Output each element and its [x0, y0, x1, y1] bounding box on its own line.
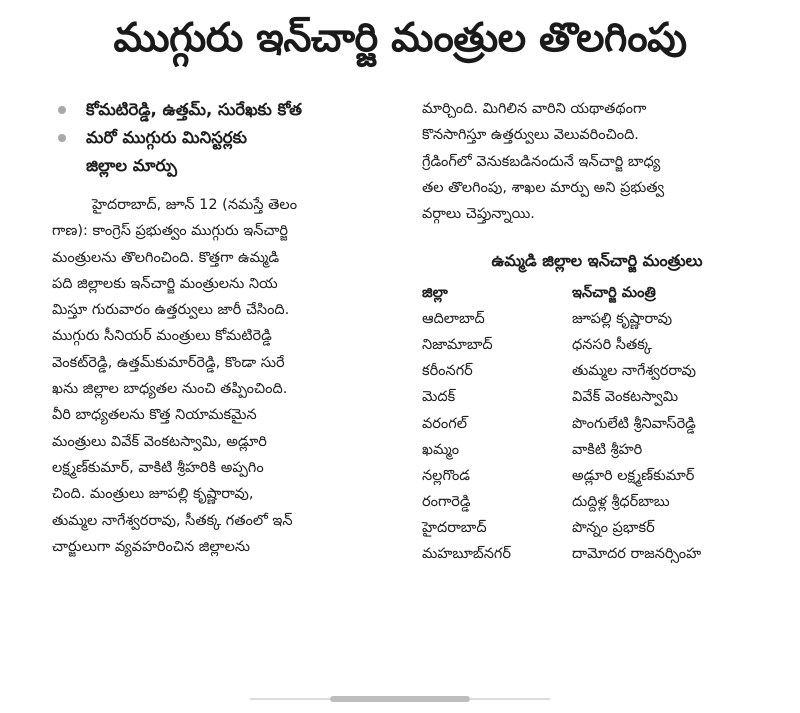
- body-line: చార్జులుగా వ్యవహరించిన జిల్లాలను: [52, 538, 251, 555]
- district-cell: కరీంనగర్: [422, 363, 473, 380]
- bullet-text: మరో ముగ్గురు మినిస్టర్లకు: [86, 128, 247, 147]
- district-cell: రంగారెడ్డి: [422, 494, 471, 511]
- body-line: తల తొలగింపు, శాఖల మార్పు అని ప్రభుత్వ: [422, 179, 665, 196]
- table-row: [422, 386, 701, 412]
- table-title: ఉమ్మడి జిల్లాల ఇన్‌చార్జి మంత్రులు: [491, 251, 703, 271]
- body-line: కొనసాగిస్తూ ఉత్తర్వులు వెలువరించింది.: [422, 127, 639, 144]
- body-line: మార్చింది. మిగిలిన వారిని యథాతథంగా: [422, 101, 647, 117]
- body-line: వీరి బాధ్యతలను కొత్త నియామకమైన: [52, 407, 257, 424]
- bullet-dot-icon: [58, 134, 66, 142]
- table-row: [422, 543, 701, 569]
- minister-cell: దామోదర రాజనర్సింహ: [572, 546, 702, 563]
- table-row: [422, 465, 701, 491]
- table-header-row: [422, 281, 701, 307]
- district-cell: నల్లగొండ: [422, 467, 471, 484]
- district-cell: మహబూబ్‌నగర్: [422, 546, 511, 563]
- district-cell: హైదరాబాద్: [422, 520, 487, 537]
- body-line: గాణ): కాంగ్రెస్ ప్రభుత్వం ముగ్గురు ఇన్‌చార్జి: [52, 223, 288, 240]
- body-line: పది జిల్లాలకు ఇన్‌చార్జి మంత్రులను నియ: [52, 275, 278, 292]
- minister-cell: వివేక్ వెంకటస్వామి: [572, 389, 679, 406]
- table-row: [422, 360, 701, 386]
- body-line: ఖను జిల్లాల బాధ్యతల నుంచి తప్పించింది.: [52, 381, 288, 398]
- body-line: మిస్తూ గురువారం ఉత్తర్వులు జారీ చేసింది.: [52, 302, 290, 319]
- body-line: గ్రేడింగ్‌లో వెనుకబడినందునే ఇన్‌చార్జి బాధ్య: [422, 153, 661, 170]
- bullet-item: [52, 124, 402, 152]
- table-row: [422, 439, 701, 465]
- table-row: [422, 412, 701, 438]
- minister-cell: వాకిటి శ్రీహరి: [572, 441, 643, 458]
- district-cell: వరంగల్: [422, 415, 467, 432]
- table-row: [422, 308, 701, 334]
- bullet-item-continued: [52, 152, 402, 180]
- left-column: [52, 96, 402, 560]
- body-line: హైదరాబాద్, జూన్ 12 (నమస్తే తెలం: [92, 197, 298, 213]
- minister-cell: జూపల్లి కృష్ణారావు: [572, 310, 673, 327]
- body-line: మంత్రులను తొలగించింది. కొత్తగా ఉమ్మడి: [52, 249, 280, 266]
- district-cell: నిజామాబాద్: [422, 336, 493, 353]
- highlight-bullets: [52, 96, 402, 180]
- minister-cell: పొంగులేటి శ్రీనివాస్‌రెడ్డి: [572, 415, 696, 432]
- column-header-district: జిల్లా: [422, 284, 448, 301]
- district-cell: ఖమ్మం: [422, 441, 460, 458]
- district-cell: మెదక్: [422, 389, 456, 406]
- bullet-text: జిల్లాల మార్పు: [86, 156, 177, 175]
- body-line: మంత్రులు వివేక్ వెంకటస్వామి, అడ్లూరి: [52, 433, 267, 450]
- bullet-item: [52, 96, 402, 124]
- column-header-minister: ఇన్‌చార్జి మంత్రి: [572, 284, 656, 301]
- body-line: తుమ్మల నాగేశ్వరరావు, సీతక్క గతంలో ఇన్: [52, 512, 293, 529]
- article-continuation: [422, 96, 772, 227]
- minister-cell: తుమ్మల నాగేశ్వరరావు: [572, 363, 696, 380]
- body-line: ముగ్గురు సీనియర్ మంత్రులు కోమటిరెడ్డి: [52, 328, 272, 345]
- minister-cell: దుద్దిళ్ల శ్రీధర్‌బాబు: [572, 494, 670, 511]
- table-row: [422, 334, 701, 360]
- bullet-dot-icon: [58, 106, 66, 114]
- table-row: [422, 517, 701, 543]
- minister-cell: ధనసరి సీతక్క: [572, 336, 652, 353]
- body-line: చింది. మంత్రులు జూపల్లి కృష్ణారావు,: [52, 486, 254, 503]
- minister-cell: పొన్నం ప్రభాకర్: [572, 520, 655, 537]
- bullet-text: కోమటిరెడ్డి, ఉత్తమ్, సురేఖకు కోత: [86, 100, 302, 119]
- headline: ముగ్గురు ఇన్‌చార్జి మంత్రుల తొలగింపు: [113, 15, 687, 61]
- minister-cell: అడ్లూరి లక్ష్మణ్‌కుమార్: [572, 467, 695, 484]
- table-row: [422, 491, 701, 517]
- body-line: వర్గాలు చెప్తున్నాయి.: [422, 206, 535, 223]
- article-body: [52, 192, 402, 560]
- body-line: వెంకట్‌రెడ్డి, ఉత్తమ్‌కుమార్‌రెడ్డి, కొండా సురే: [52, 354, 285, 371]
- body-line: లక్ష్మణ్‌కుమార్, వాకిటి శ్రీహరికి అప్పగిం: [52, 459, 264, 476]
- scrollbar-thumb[interactable]: [330, 696, 470, 702]
- district-cell: ఆదిలాబాద్: [422, 310, 485, 327]
- right-column: [422, 96, 772, 570]
- incharge-ministers-table: [422, 281, 701, 569]
